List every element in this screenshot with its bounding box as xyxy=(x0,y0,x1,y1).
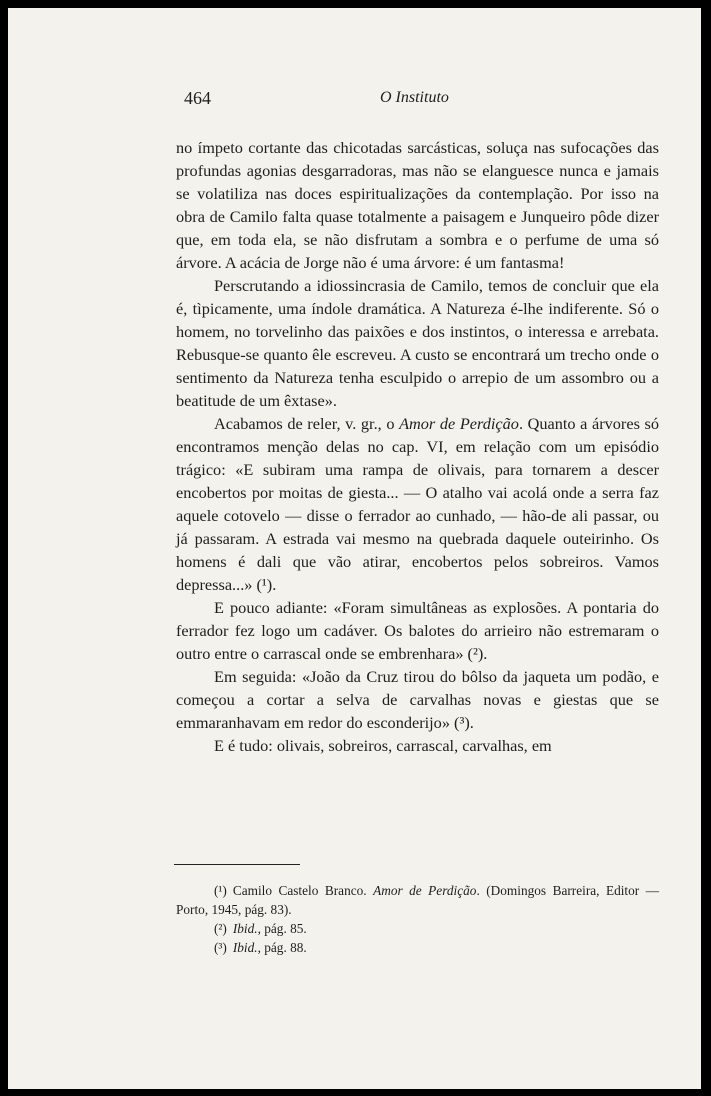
footnote xyxy=(176,919,659,938)
book-page xyxy=(8,8,701,1089)
paragraph-text: Acabamos de reler, v. gr., o xyxy=(214,414,400,433)
paragraph-text: . Quanto a árvores só encontramos menção delas no cap. VI, em relação com um episódio trágico: «E subiram uma rampa de olivais, para tornarem a descer encobertos por moitas de giesta... — O atalho vai acolá onde a serra faz aquele cotovelo — disse o ferrador ao cunhado, — hão-de ali passar, ou já passaram. A estrada vai mesmo na quebrada daquele outeirinho. Os homens é dali que vão atirar, encobertos pelos sobreiros. Vamos depressa...» (¹). xyxy=(176,414,659,594)
footnote-source: Ibid. xyxy=(232,921,258,936)
footnote-marker: (¹) xyxy=(214,883,227,898)
footnote-source: Amor de Perdição xyxy=(373,883,477,898)
footnote-divider xyxy=(174,864,300,865)
footnote-text: Camilo Castelo Branco. xyxy=(232,883,374,898)
paragraph: no ímpeto cortante das chicotadas sarcásticas, soluça nas sufocações das profundas agonias desgarradoras, mas não se elanguesce nunca e jamais se volatiliza nas doces espiritualizações da contemplação. Por isso na obra de Camilo falta quase totalmente a paisagem e Junqueiro pôde dizer que, em toda ela, se não disfrutam a sombra e o perfume de uma só árvore. A acácia de Jorge não é uma árvore: é um fantasma! xyxy=(176,138,659,272)
page-number: 464 xyxy=(184,88,211,108)
paragraph: Perscrutando a idiossincrasia de Camilo, temos de concluir que ela é, tìpicamente, uma índole dramática. A Natureza é-lhe indiferente. Só o homem, no torvelinho das paixões e dos instintos, o interessa e arrebata. Rebusque-se quanto êle escreveu. A custo se encontrará um trecho onde o sentimento da Natureza tenha esculpido o arrepio de um assombro ou a beatitude de um êxtase». xyxy=(176,276,659,410)
paragraph: E é tudo: olivais, sobreiros, carrascal, carvalhas, em xyxy=(214,736,552,755)
footnote xyxy=(176,881,659,919)
paragraph: Em seguida: «João da Cruz tirou do bôlso da jaqueta um podão, e começou a cortar a selva de carvalhas novas e giestas que se emmaranhavam em redor do esconderijo» (³). xyxy=(176,667,659,732)
footnote-text: , pág. 85. xyxy=(257,921,307,936)
body-text xyxy=(176,136,659,757)
footnote-source: Ibid. xyxy=(232,940,258,955)
paragraph: E pouco adiante: «Foram simultâneas as explosões. A pontaria do ferrador fez logo um cadáver. Os balotes do arrieiro não estremaram o outro entre o carrascal onde se embrenhara» (²). xyxy=(176,598,659,663)
book-title: Amor de Perdição xyxy=(399,414,519,433)
footnote xyxy=(176,938,659,957)
footnote-text: . (Domingos Barreira, Editor — Porto, 1945, pág. 83). xyxy=(176,883,659,917)
paragraph xyxy=(176,412,659,596)
page-header xyxy=(8,88,701,110)
running-title: O Instituto xyxy=(380,89,449,106)
footnote-marker: (³) xyxy=(214,940,227,955)
footnotes xyxy=(176,881,659,957)
footnote-text: , pág. 88. xyxy=(257,940,307,955)
footnote-marker: (²) xyxy=(214,921,227,936)
